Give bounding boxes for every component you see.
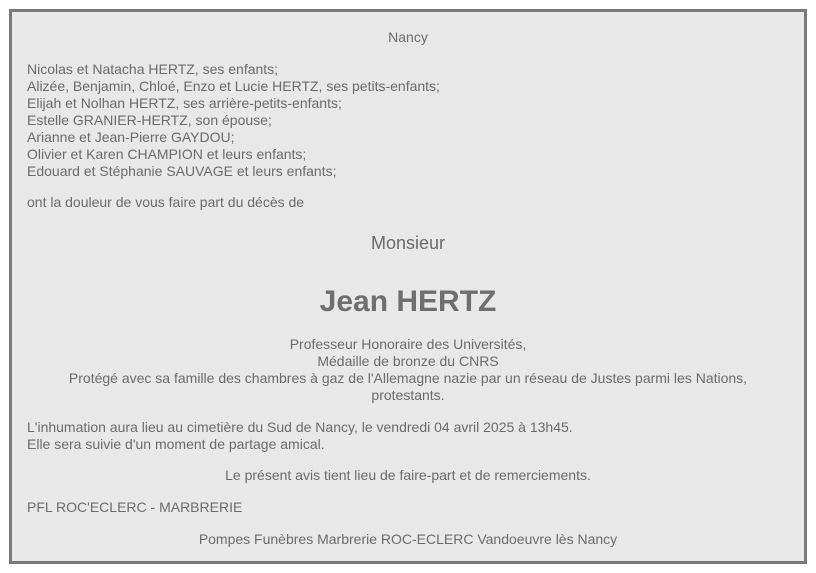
family-line: Alizée, Benjamin, Chloé, Enzo et Lucie HERTZ, ses petits-enfants; [27, 78, 440, 94]
family-list [27, 61, 440, 180]
titles-block [27, 336, 789, 404]
deceased-name: Jean HERTZ [319, 285, 497, 318]
city-heading: Nancy [388, 29, 428, 45]
obituary-notice [9, 9, 807, 564]
funeral-home-name: PFL ROC'ECLERC - MARBRERIE [27, 499, 243, 515]
title-line: Professeur Honoraire des Universités, [289, 336, 527, 352]
burial-details [27, 419, 573, 453]
family-line: Edouard et Stéphanie SAUVAGE et leurs enfants; [27, 163, 337, 179]
title-line: Médaille de bronze du CNRS [317, 353, 499, 369]
burial-line: Elle sera suivie d'un moment de partage amical. [27, 436, 325, 452]
title-line: Protégé avec sa famille des chambres à gaz de l'Allemagne nazie par un réseau de Justes parmi les Nations, [68, 370, 748, 386]
announcement-intro: ont la douleur de vous faire part du décès de [27, 194, 305, 210]
title-line: protestants. [371, 387, 445, 403]
family-line: Nicolas et Natacha HERTZ, ses enfants; [27, 61, 279, 77]
family-line: Estelle GRANIER-HERTZ, son épouse; [27, 112, 272, 128]
family-line: Elijah et Nolhan HERTZ, ses arrière-petits-enfants; [27, 95, 342, 111]
acknowledgement-text: Le présent avis tient lieu de faire-part et de remerciements. [225, 467, 591, 483]
honorific: Monsieur [370, 233, 446, 253]
family-line: Olivier et Karen CHAMPION et leurs enfants; [27, 146, 307, 162]
footer-text: Pompes Funèbres Marbrerie ROC-ECLERC Vandoeuvre lès Nancy [198, 531, 618, 547]
family-line: Arianne et Jean-Pierre GAYDOU; [27, 129, 235, 145]
burial-line: L'inhumation aura lieu au cimetière du Sud de Nancy, le vendredi 04 avril 2025 à 13h45. [27, 419, 573, 435]
